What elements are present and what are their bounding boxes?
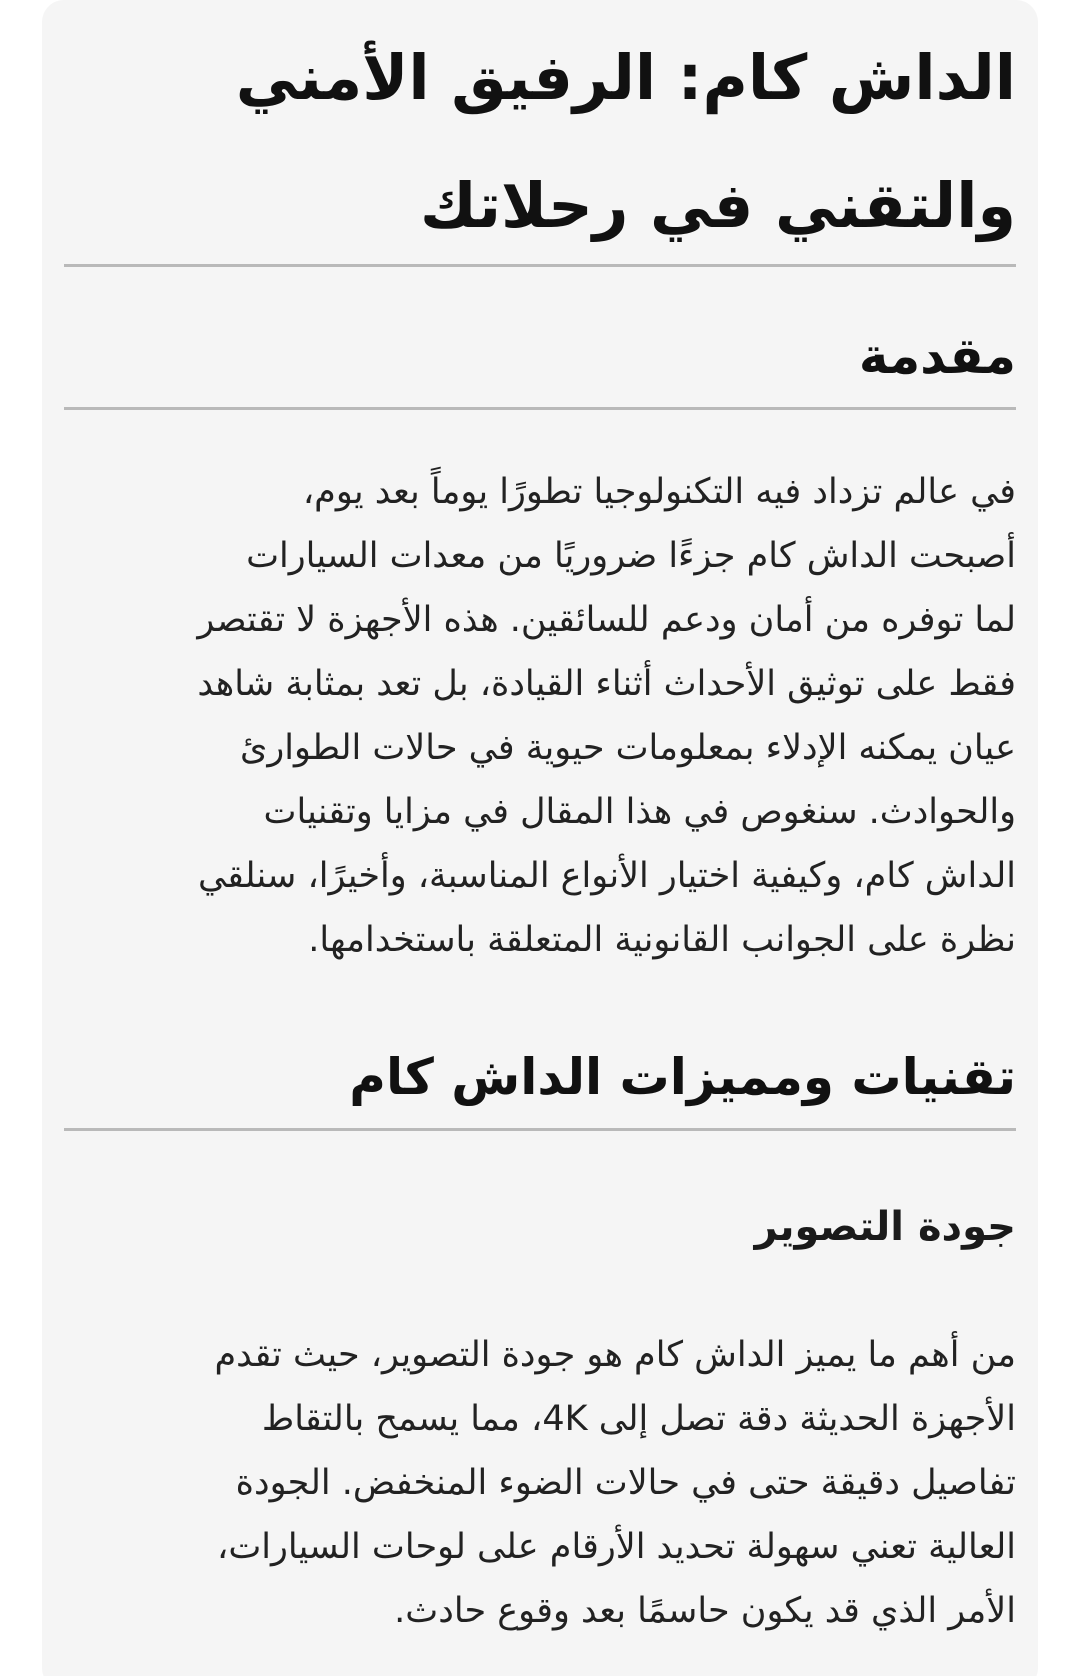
intro-heading: مقدمة <box>858 327 1016 385</box>
intro-line: في عالم تزداد فيه التكنولوجيا تطورًا يوماً بعد يوم، <box>302 472 1016 512</box>
intro-line: أصبحت الداش كام جزءًا ضروريًا من معدات السيارات <box>246 536 1016 576</box>
quality-line: تفاصيل دقيقة حتى في حالات الضوء المنخفض. الجودة <box>235 1463 1016 1503</box>
intro-divider <box>64 407 1016 410</box>
intro-paragraph <box>64 460 1016 972</box>
article-card <box>42 0 1038 1676</box>
article-title <box>64 24 1016 260</box>
quality-paragraph <box>64 1323 1016 1643</box>
intro-line: الداش كام، وكيفية اختيار الأنواع المناسبة، وأخيرًا، سنلقي <box>197 856 1016 896</box>
intro-line: لما توفره من أمان ودعم للسائقين. هذه الأجهزة لا تقتصر <box>197 600 1016 640</box>
quality-heading: جودة التصوير <box>754 1204 1016 1250</box>
intro-line: نظرة على الجوانب القانونية المتعلقة باستخدامها. <box>308 920 1016 960</box>
intro-line: عيان يمكنه الإدلاء بمعلومات حيوية في حالات الطوارئ <box>240 728 1016 768</box>
intro-line: فقط على توثيق الأحداث أثناء القيادة، بل تعد بمثابة شاهد <box>197 664 1016 704</box>
quality-line: الأجهزة الحديثة دقة تصل إلى 4K، مما يسمح بالتقاط <box>261 1399 1016 1439</box>
features-heading: تقنيات ومميزات الداش كام <box>349 1048 1016 1106</box>
quality-line: الأمر الذي قد يكون حاسمًا بعد وقوع حادث. <box>394 1591 1016 1631</box>
title-line-1: الداش كام: الرفيق الأمني <box>235 41 1016 114</box>
features-divider <box>64 1128 1016 1131</box>
quality-line: العالية تعني سهولة تحديد الأرقام على لوحات السيارات، <box>217 1527 1016 1567</box>
quality-line: من أهم ما يميز الداش كام هو جودة التصوير، حيث تقدم <box>214 1335 1016 1375</box>
title-divider <box>64 264 1016 267</box>
intro-line: والحوادث. سنغوص في هذا المقال في مزايا وتقنيات <box>263 792 1016 832</box>
title-line-2: والتقني في رحلاتك <box>420 169 1016 242</box>
